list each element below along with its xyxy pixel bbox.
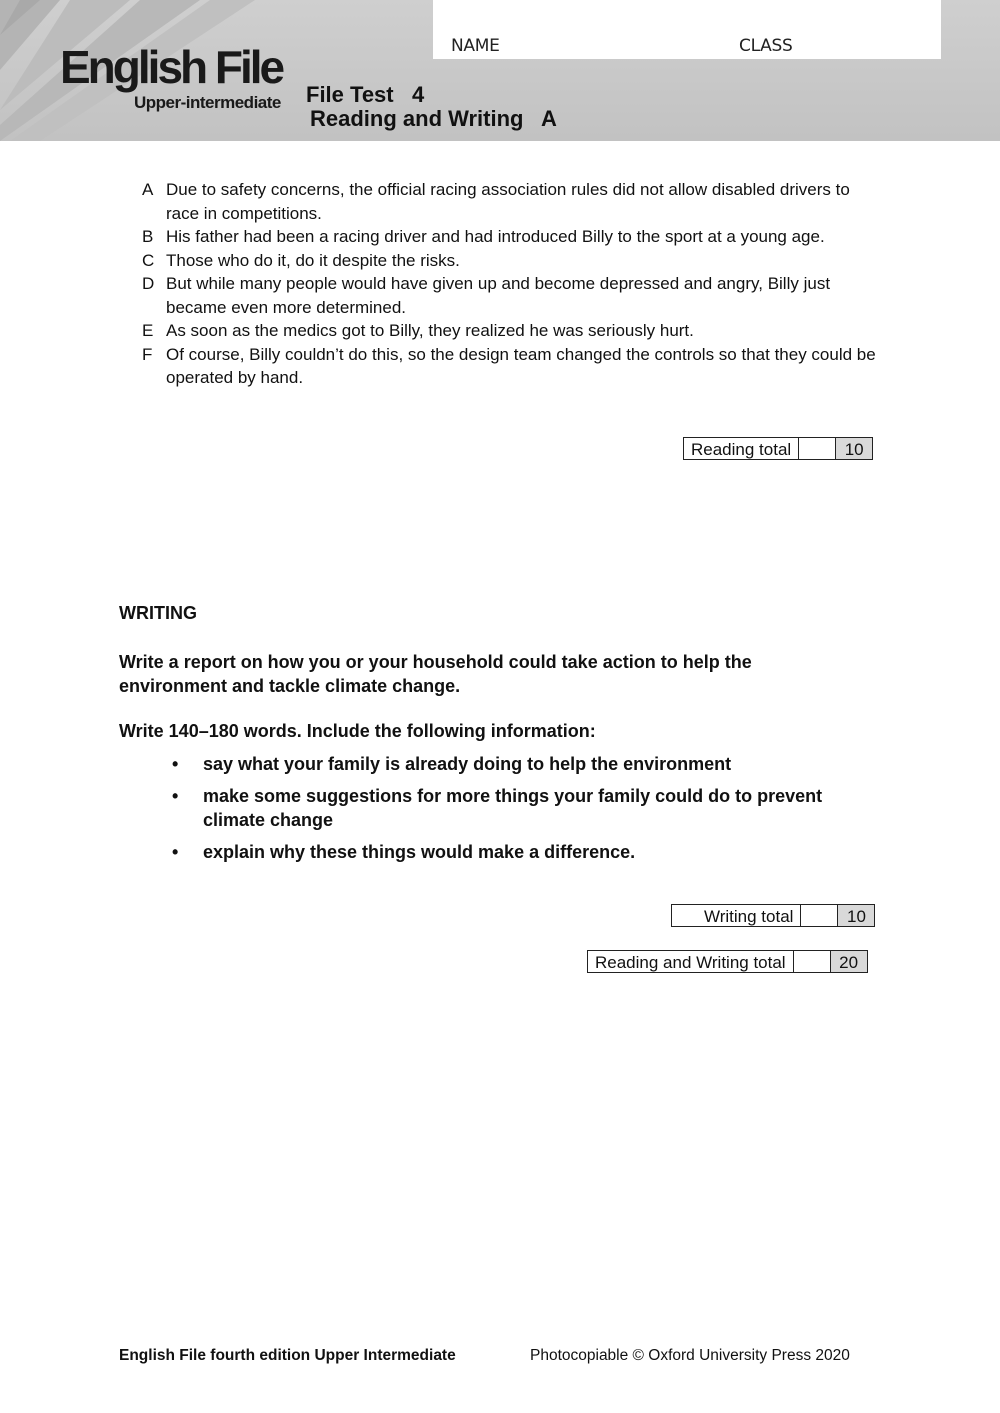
option-text: Those who do it, do it despite the risks. [166,250,460,270]
bullet-dot-icon: • [172,754,179,774]
writing-heading: WRITING [119,603,197,623]
reading-writing-total-label: Reading and Writing total [588,951,794,972]
option-b [142,225,882,249]
bullet-dot-icon: • [172,786,179,806]
writing-total-box [671,904,875,927]
name-class-box [433,0,941,59]
reading-total-label: Reading total [684,438,799,459]
reading-writing-score-field[interactable] [794,951,831,972]
bullet-text: say what your family is already doing to help the environment [203,754,732,774]
option-f [142,343,882,390]
writing-total-label: Writing total [672,905,801,926]
option-text: As soon as the medics got to Billy, they realized he was seriously hurt. [166,321,694,340]
writing-instruction: Write 140–180 words. Include the following information: [119,721,596,741]
option-letter: A [142,180,154,199]
reading-writing-total-box [587,950,868,973]
option-text: His father had been a racing driver and had introduced Billy to the sport at a young age. [166,227,825,246]
writing-task: Write a report on how you or your household could take action to help the environment and tackle climate change. [119,652,752,696]
name-label: NAME [451,36,500,56]
bullet-dot-icon: • [172,842,179,862]
logo-title: English File [60,41,283,93]
bullet-text: explain why these things would make a difference. [203,842,636,862]
reading-options-list [142,178,882,390]
writing-score-field[interactable] [801,905,838,926]
writing-total-max: 10 [838,905,874,926]
reading-score-field[interactable] [799,438,836,459]
bullet-item [172,784,852,832]
class-label: CLASS [739,36,793,56]
option-d [142,272,882,319]
reading-writing-total-max: 20 [831,951,867,972]
option-text: Due to safety concerns, the official racing association rules did not allow disabled drivers to race in competitions. [166,180,850,223]
option-text: But while many people would have given up and become depressed and angry, Billy just became even more determined. [166,274,831,317]
logo-subtitle: Upper-intermediate [134,93,281,112]
bullet-text: make some suggestions for more things your family could do to prevent climate change [203,786,823,830]
option-letter: B [142,227,154,246]
reading-total-box [683,437,873,460]
option-letter: E [142,321,154,340]
page-header [0,0,1000,141]
bullet-item [172,840,852,864]
footer-copyright: Photocopiable © Oxford University Press 2020 [530,1347,850,1364]
option-e [142,319,882,343]
reading-total-max: 10 [836,438,872,459]
option-text: Of course, Billy couldn’t do this, so the design team changed the controls so that they could be operated by hand. [166,344,876,387]
test-subtitle: Reading and Writing A [310,106,557,131]
footer-edition: English File fourth edition Upper Intermediate [119,1347,456,1364]
option-letter: D [142,274,155,293]
test-title: File Test 4 [306,82,425,107]
option-c [142,249,882,273]
writing-bullets [172,752,852,872]
option-letter: C [142,250,155,270]
bullet-item [172,752,852,776]
option-letter: F [142,344,153,364]
option-a [142,178,882,225]
